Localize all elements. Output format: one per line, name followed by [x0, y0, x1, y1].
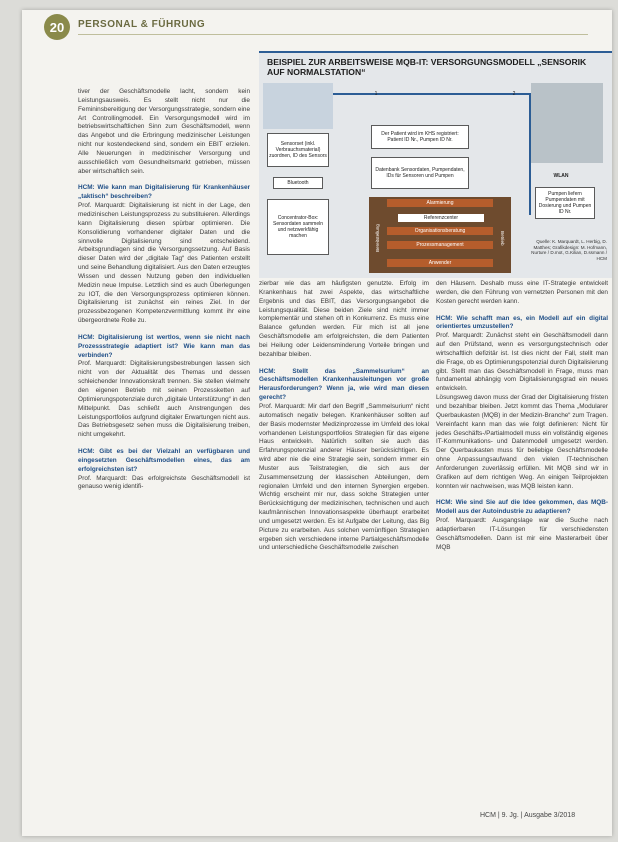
label-1: 1 [374, 90, 378, 97]
paragraph-gap [78, 326, 250, 334]
interview-answer: Prof. Marquardt: Das erfolgreichste Geschäftsmodell ist genauso wenig identifi- [78, 474, 250, 491]
interview-question: HCM: Digitalisierung ist wertlos, wenn sie nicht nach Prozessstrategie adaptiert ist? Wie kann man das verbinden? [78, 333, 250, 359]
paragraph-gap [436, 491, 608, 499]
left-label: Bereitstellung [375, 224, 380, 252]
interview-answer: Prof. Marquardt: Digitalisierungsbestrebungen lassen sich nicht von der Aktualität des Themas und dessen schleichender Innovationskraft trennen. Sie stellen vielmehr den eigenen Betrieb mit seinen Prozessketten auf Optimierungspotenziale durch „digitale Unterstützung“ in den Mittelpunkt. Das schließt auch Anstrengungen des Leistungsportfolios aufgrund digitaler Erwartungen nicht aus. Das Betriebsgesetz sehen muss die Digitalisierung treiben, nicht umgekehrt. [78, 360, 250, 439]
interview-answer: Prof. Marquardt: Ausgangslage war die Suche nach adaptierbaren IT-Lösungen für verschiedensten Geschäftsmodellen. Dann ist mir eine Masterarbeit über MQB [436, 517, 608, 551]
interview-answer: zierbar wie das am häufigsten genutzte. Erfolg im Krankenhaus hat zwei Aspekte, das wirtschaftliche Ergebnis und das EBIT, das Versorgungsangebot die Leistungsqualität. Diese beiden Ziele sind nicht immer komplementär und stehen oft in Konkurrenz. Es muss eine Balance gefunden werden. Für mich ist all jene Geschäftsmodelle am erfolgreichsten, die dem Patienten bei Heilung oder Leidensminderung Vorteile bringen und bezahlbar bleiben. [259, 280, 429, 358]
bar-anwender: Anwender [387, 259, 493, 267]
interview-answer: Prof. Marquardt: Mir darf den Begriff „Sammelsurium“ nicht automatisch negativ belegen. Krankenhäuser sollten auf der Basis modernster Medizinprozesse im Umfeld des lokal vorhandenen Leistungsportfolios Strategien für das eigene Haus entwickeln. Natürlich sollten sie auch das Erfahrungspotenzial anderer Häuser berücksichtigen. Es wird aber nie die eine Strategie sein, sondern immer ein Muster aus Teilstrategien, die sich aus der Zusammensetzung der klassischen Abteilungen, dem regionalen Umfeld und den internen Synergien ergeben. Wichtig erscheint mir nur, dass solche Strategien unter Berücksichtigung der medizinischen, technischen und auch kaufmännischen Innovationsaspekte überhaupt erarbeitet und umgesetzt werden. Es ist Aufgabe der Leitung, das Big Picture zu erarbeiten. Aus solchen vernünftigen Strategien ergeben sich verschiedene interne Partialgeschäftsmodelle und unterschiedliche Geschäftsmodelle zwischen [259, 402, 429, 552]
bar-prozess: Prozessmanagement [387, 241, 493, 249]
text-column-3 [436, 280, 608, 552]
node-concentrator: Concentrator-Box: Sensordaten sammeln und netzwerkfähig machen [267, 199, 329, 255]
section-title: PERSONAL & FÜHRUNG [78, 19, 206, 30]
header-rule [78, 34, 588, 35]
figure-caption: Quelle: K. Marquardt, L. Herbig, D. Matthes; Grafikdesign: M. Hofmann, Nurture / D.mot, G.Kilian, D.ssmann / HCM [531, 239, 607, 261]
text-column-1 [78, 88, 250, 492]
node-sensor: Sensorset (inkl. Verbrauchsmaterial) zuordnen, ID des Sensors [267, 133, 329, 167]
node-db: Datenbank Sensordaten, Pumpendaten, IDs für Sensoren und Pumpen [371, 157, 469, 189]
interview-question: HCM: Wie kann man Digitalisierung für Krankenhäuser „taktisch“ beschreiben? [78, 184, 250, 201]
interview-answer: Prof. Marquardt: Digitalisierung ist nicht in der Lage, den medizinischen Leistungsprozess zu substituieren. Allerdings kann Digitalisierung diesen spürbar optimieren. Die Konsolidierung vorhandener digitaler Daten und die sinnvolle Digitalisierung sind entscheidend. Arbeitsgrundlagen sind die Versorgungssetzung. Auf Basis dieser Daten wird der „digitale Tag“ des Patienten erstellt und seine Behandlung digitalisiert. Aus den Daten erzeugtes Wissen und dessen Nutzung geben den individuellen Medizin neue Impulse. Letztlich sind es auch Überlegungen zu IOT, die den Versorgungsprozess optimieren können. Digitalisierung ist zunächst ein reines Ziel. In der prozessbezogenen Kompetenzvermittlung kommt ihr eine übergeordnete Rolle zu. [78, 202, 250, 325]
bar-alarm: Alarmierung [387, 199, 493, 207]
page-number: 20 [44, 14, 70, 40]
paragraph-gap [259, 360, 429, 368]
photo-patient [263, 83, 333, 129]
node-wlan: WLAN [553, 172, 569, 179]
bar-ref: Referenzcenter [397, 213, 485, 223]
paragraph-gap [78, 176, 250, 184]
label-2: 2 [512, 90, 516, 97]
node-pump: Pumpen liefern Pumpendaten mit Dosierung und Pumpen ID Nr. [535, 187, 595, 219]
interview-question: HCM: Stellt das „Sammelsurium“ an Geschäftsmodellen Krankenhausleitungen vor große Herausforderungen? Wenn ja, wie wird man diesen gerecht? [259, 367, 429, 402]
text-column-2 [259, 280, 429, 553]
paragraph-gap [78, 440, 250, 448]
interview-answer: Prof. Marquardt: Zunächst steht ein Geschäftsmodell dann auf den Prüfstand, wenn es versorgungstechnisch oder wirtschaftlich defizitär ist. Ist dies nicht der Fall, stellt man die Frage, ob es Optimierungspotenzial durch Digitalisierung gibt. Stellt man das Geschäftsmodell in Frage, muss man fundamental abhängig vom Digitalisierungsgrad ein neues entwickeln. [436, 332, 608, 393]
interview-question: HCM: Gibt es bei der Vielzahl an verfügbaren und eingesetzten Geschäftsmodellen eines, das am erfolgreichsten ist? [78, 448, 250, 473]
paragraph-gap [436, 307, 608, 315]
figure-box [259, 51, 612, 278]
node-bluetooth: Bluetooth [273, 177, 323, 189]
interview-question: HCM: Wie schafft man es, ein Modell auf ein digital orientiertes umzustellen? [436, 314, 608, 331]
right-label: Betrieb [500, 230, 505, 246]
interview-answer: den Häusern. Deshalb muss eine IT-Strategie entwickelt werden, die den Führung von vernetzten Personen mit den Kosten gerecht werden kann. [436, 280, 608, 305]
node-khs: Der Patient wird im KHS registriert: Patient ID Nr., Pumpen ID Nr. [371, 125, 469, 149]
interview-question: HCM: Wie sind Sie auf die Idee gekommen, das MQB-Modell aus der Autoindustrie zu adaptieren? [436, 499, 608, 516]
photo-pump [531, 83, 603, 163]
interview-answer: tiver der Geschäftsmodelle lacht, sondern kein Leistungsausweis. Es stellt nicht nur die Femininsbereitigung der Versorgungsstrategie, sondern eine Art Controllingmodell. Ein Versorgungsmodell wird im betriebswirtschaftlichen Sinn zum Geschäftsmodell, wenn das Angebot und die Erbringung medizinischer Leistungen nicht nur kostendeckend sind, sondern ein EBIT erzielen. Alle Neuerungen in medizinischer Versorgung und ausschließlich vom Gesundheitsmarkt getrieben, müssen aber wirtschaftlich sein. [78, 88, 250, 175]
bar-org: Organisationsberatung [387, 227, 493, 235]
page-footer: HCM | 9. Jg. | Ausgabe 3/2018 [480, 812, 576, 819]
figure-title: BEISPIEL ZUR ARBEITSWEISE MQB-IT: VERSORGUNGSMODELL „SENSORIK AUF NORMALSTATION“ [267, 57, 587, 77]
interview-answer: Lösungsweg davon muss der Grad der Digitalisierung fristen und bezahlbar bleiben. Jetzt kommt das Thema „Modularer Querbaukasten (MQB) in der Medizin-Branche“ zum Tragen. Vereinfacht kann man das wie folgt definieren: Nicht für jedes Geschäfts-/Partialmodell muss ein vollständig eigenes IT-Kommunikations- und Datenmodell umgesetzt werden. Der Querbaukasten muss für beliebige Geschäftsmodelle ohne Anpassungsaufwand den vielen IT-technischen Anforderungen zuverlässig erfüllen. Mit MQB sind wir in Grafiken auf dem richtigen Weg. An einigen Teilprojekten konnten wir nachweisen, was MQB leisten kann. [436, 394, 608, 490]
